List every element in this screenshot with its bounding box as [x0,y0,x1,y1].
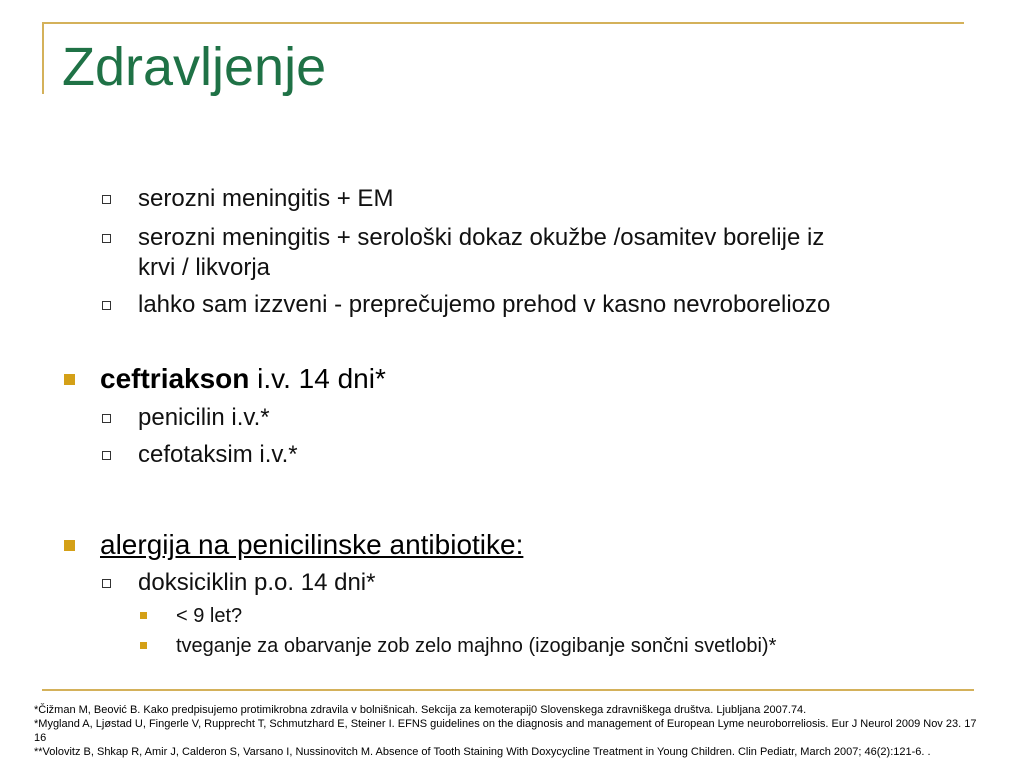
sub-bullet-item [138,568,375,598]
sub-bullet-text: lahko sam izzveni - preprečujemo prehod v kasno nevroboreliozo [138,291,831,318]
hollow-square-bullet-icon [102,234,111,243]
sub-bullet-item [138,440,298,470]
hollow-square-bullet-icon [102,414,111,423]
sub-bullet-item [138,290,830,320]
sub-bullet-text: penicilin i.v.* [138,404,270,431]
square-bullet-icon [64,540,75,551]
main-bullet-item [100,362,386,396]
references [34,703,1024,759]
sub-sub-bullet-text: < 9 let? [176,605,243,627]
sub-bullet-text: doksiciklin p.o. 14 dni* [138,569,376,596]
sub-bullet-continuation [138,253,270,283]
reference-line: 16 [34,732,47,744]
sub-sub-bullet-text: tveganje za obarvanje zob zelo majhno (izogibanje sončni svetlobi)* [176,635,777,657]
sub-bullet-text: serozni meningitis + EM [138,185,394,212]
sub-bullet-item [138,403,270,433]
reference-line: *Čižman M, Beović B. Kako predpisujemo protimikrobna zdravila v bolnišnicah. Sekcija za kemoterapij0 Slovenskega zdravniškega društva. Ljubljana 2007.74. [34,704,807,716]
allergy-heading: alergija na penicilinske antibiotike: [100,529,524,560]
reference-line: *Mygland A, Ljøstad U, Fingerle V, Rupprecht T, Schmutzhard E, Steiner I. EFNS guidelines on the diagnosis and management of European Lyme neuroborreliosis. Eur J Neurol 2009 Nov 23. 17 [34,718,977,730]
sub-bullet-item [138,184,393,214]
square-bullet-icon [64,374,75,385]
square-bullet-icon [140,642,147,649]
sub-sub-bullet-item [176,633,776,659]
hollow-square-bullet-icon [102,301,111,310]
hollow-square-bullet-icon [102,195,111,204]
frame-left-line [42,22,44,94]
reference-line: **Volovitz B, Shkap R, Amir J, Calderon S, Varsano I, Nussinovitch M. Absence of Tooth Staining With Doxycycline Treatment in Young Children. Clin Pediatr, March 2007; 46(2):121-6. . [34,746,931,758]
hollow-square-bullet-icon [102,579,111,588]
frame-top-line [42,22,964,24]
sub-sub-bullet-item [176,603,242,629]
drug-name: ceftriakson [100,363,250,394]
hollow-square-bullet-icon [102,451,111,460]
slide-title: Zdravljenje [62,37,327,97]
sub-bullet-text: cefotaksim i.v.* [138,441,298,468]
main-bullet-item [100,528,523,562]
frame-bottom-line [42,689,974,691]
square-bullet-icon [140,612,147,619]
drug-dosage: i.v. 14 dni* [249,363,386,394]
sub-bullet-text: krvi / likvorja [138,254,271,281]
sub-bullet-text: serozni meningitis + serološki dokaz okužbe /osamitev borelije iz [138,224,825,251]
sub-bullet-item [138,223,824,253]
